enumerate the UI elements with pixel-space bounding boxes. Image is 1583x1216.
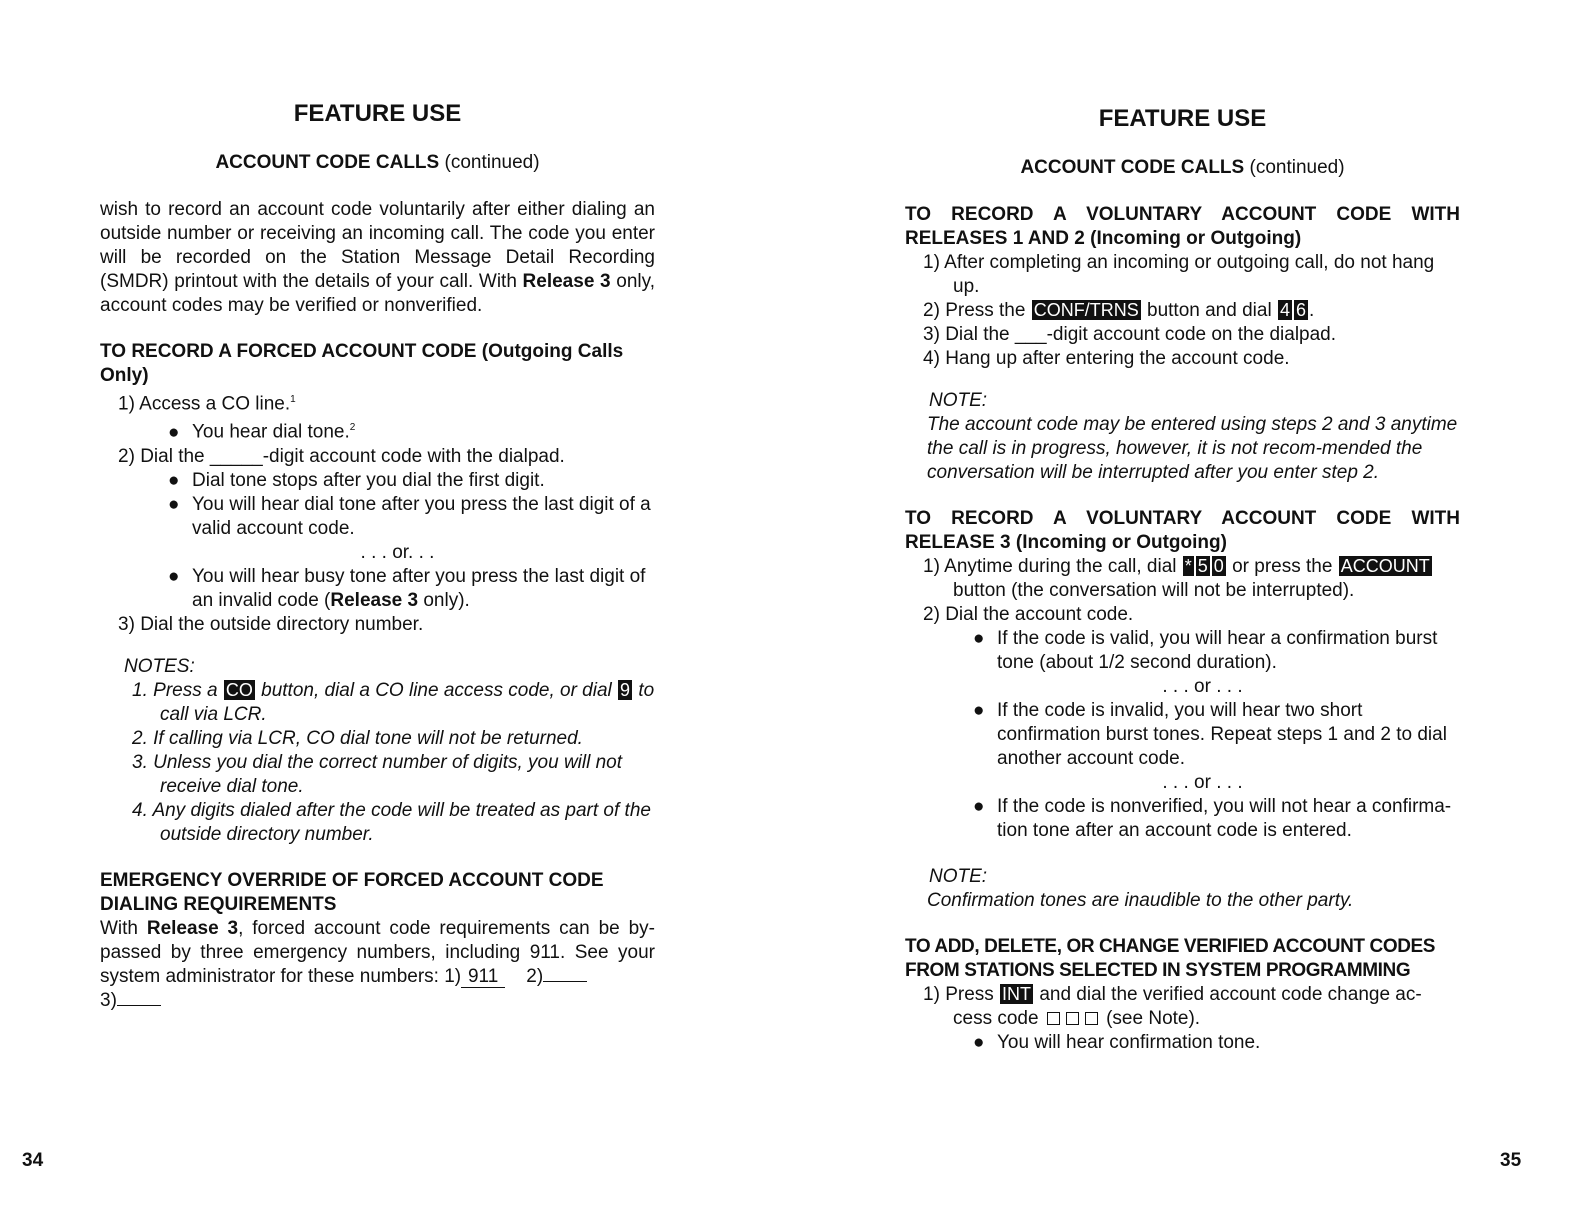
add-delete-heading: TO ADD, DELETE, OR CHANGE VERIFIED ACCOUNT CODES FROM STATIONS SELECTED IN SYSTEM PROGRAMMING: [905, 936, 1436, 981]
v-step-3: 3) Dial the ___-digit account code on the dialpad.: [923, 324, 1337, 345]
r3-step-2: 2) Dial the account code.: [923, 604, 1134, 625]
six-key-icon: 6: [1295, 300, 1306, 320]
voluntary-r3-heading: TO RECORD A VOLUNTARY ACCOUNT CODE WITH RELEASE 3 (Incoming or Outgoing): [905, 508, 1460, 553]
notes-heading: NOTES:: [124, 655, 195, 677]
digit-box-icon: [1085, 1012, 1098, 1025]
digit-box-icon: [1066, 1012, 1079, 1025]
int-key-icon: INT: [1002, 984, 1032, 1004]
emergency-heading: EMERGENCY OVERRIDE OF FORCED ACCOUNT CODE DIALING REQUIREMENTS: [100, 869, 604, 915]
or-separator: . . . or . . .: [1162, 676, 1243, 697]
step-1-bullet: ● You hear dial tone.$^2$: [168, 421, 356, 443]
section-subtitle: ACCOUNT CODE CALLS (continued): [1020, 157, 1345, 178]
step-2-bullet-3: ● You will hear busy tone after you press the last digit of an invalid code (Release 3 only).: [168, 565, 646, 611]
r3-bullet-1: ● If the code is valid, you will hear a confirmation burst tone (about 1/2 second duration).: [973, 628, 1438, 673]
left-page: [100, 0, 655, 1013]
note-4: 4. Any digits dialed after the code will be treated as part of the outside directory number.: [132, 799, 651, 845]
note-1: 1. Press a CO button, dial a CO line access code, or dial 9 to call via LCR.: [132, 679, 655, 725]
step-1: 1) Access a CO line.$^1$: [118, 393, 296, 415]
step-2-bullet-1: ● Dial tone stops after you dial the first digit.: [168, 469, 545, 491]
four-key-icon: 4: [1279, 300, 1290, 320]
v-step-4: 4) Hang up after entering the account code.: [923, 348, 1290, 369]
page-title: FEATURE USE: [1098, 105, 1267, 132]
step-2-bullet-2: ● You will hear dial tone after you press the last digit of a valid account code.: [168, 493, 651, 539]
co-key-icon: CO: [225, 679, 253, 700]
account-key-icon: ACCOUNT: [1340, 556, 1430, 576]
digit-box-icon: [1047, 1012, 1060, 1025]
nine-key-icon: 9: [620, 679, 631, 700]
five-key-icon: 5: [1197, 556, 1208, 576]
or-separator: . . . or . . .: [1162, 772, 1243, 793]
page-number-left: 34: [22, 1150, 44, 1171]
note-2: 2. If calling via LCR, CO dial tone will not be returned.: [132, 727, 583, 749]
forced-account-heading: TO RECORD A FORCED ACCOUNT CODE (Outgoing Calls Only): [100, 341, 624, 386]
v-step-1: 1) After completing an incoming or outgoing call, do not hang up.: [923, 252, 1435, 297]
v-step-2: 2) Press the CONF/TRNS button and dial 4 6 .: [923, 300, 1315, 321]
note-text: Confirmation tones are inaudible to the other party.: [927, 890, 1354, 911]
page-number-right: 35: [1500, 1150, 1522, 1171]
step-3: 3) Dial the outside directory number.: [118, 613, 424, 635]
note-heading: NOTE:: [929, 866, 988, 887]
note-text: The account code may be entered using steps 2 and 3 anytime the call is in progress, however, it is not recom-mended the conversation will be interrupted after you enter step 2.: [927, 414, 1458, 483]
note-heading: NOTE:: [929, 390, 988, 411]
add-step-1: 1) Press INT and dial the verified account code change ac-cess code (see Note).: [923, 984, 1422, 1029]
note-3: 3. Unless you dial the correct number of digits, you will not receive dial tone.: [132, 751, 623, 797]
star-key-icon: *: [1184, 556, 1192, 576]
emergency-paragraph: With Release 3, forced account code requirements can be by-passed by three emergency numbers, including 911. See your system administrator for these numbers: 1) 911 2) 3): [100, 917, 655, 1011]
intro-paragraph: wish to record an account code voluntarily after either dialing an outside number or receiving an incoming call. The code you enter will be recorded on the Station Message Detail Recording (SMDR) printout with the details of your call. With Release 3 only, account codes may be verified or nonverified.: [100, 199, 655, 316]
step-2: 2) Dial the _____-digit account code with the dialpad.: [118, 445, 565, 467]
r3-step-1: 1) Anytime during the call, dial * 5 0 or press the ACCOUNT button (the conversation will not be interrupted).: [923, 556, 1430, 601]
conf-trns-key-icon: CONF/TRNS: [1033, 300, 1139, 320]
add-bullet: ● You will hear confirmation tone.: [973, 1032, 1261, 1053]
right-page: [905, 0, 1460, 1055]
page-title: FEATURE USE: [293, 100, 462, 127]
zero-key-icon: 0: [1213, 556, 1224, 576]
r3-bullet-2: ● If the code is invalid, you will hear two short confirmation burst tones. Repeat steps 1 and 2 to dial another account code.: [973, 700, 1447, 769]
r3-bullet-3: ● If the code is nonverified, you will not hear a confirma-tion tone after an account code is entered.: [973, 796, 1452, 841]
voluntary-r12-heading: TO RECORD A VOLUNTARY ACCOUNT CODE WITH RELEASES 1 AND 2 (Incoming or Outgoing): [905, 204, 1460, 249]
section-subtitle: ACCOUNT CODE CALLS (continued): [215, 152, 540, 173]
or-separator: . . . or. . .: [360, 541, 435, 563]
